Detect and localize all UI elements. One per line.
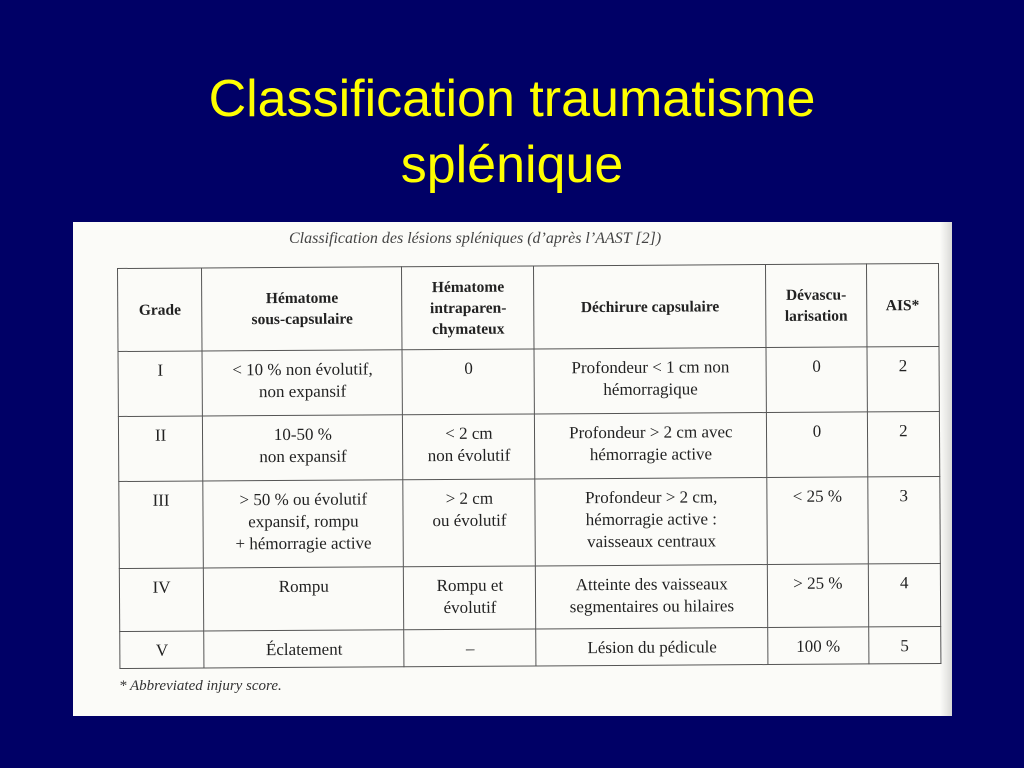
cell-line: évolutif — [443, 597, 497, 618]
cell-line: hémorragie active — [589, 444, 713, 465]
cell-ais: 2 — [867, 346, 940, 411]
slide-title-line-1: Classification traumatisme — [208, 70, 816, 128]
table-header-row — [118, 263, 939, 351]
cell-devascularization: 0 — [766, 347, 867, 413]
table-row — [118, 411, 939, 481]
header-intraparenchymal-hematoma — [402, 266, 534, 350]
cell-devascularization: 0 — [767, 412, 868, 478]
cell-intraparenchymal — [403, 479, 535, 567]
header-ais — [866, 263, 939, 346]
header-devascularization — [766, 264, 867, 348]
scanned-table-image — [73, 222, 952, 716]
slide-title — [0, 66, 1024, 198]
cell-line: non évolutif — [427, 445, 511, 466]
cell-line: Éclatement — [265, 639, 343, 660]
cell-subcapsular — [202, 350, 403, 416]
header-grade-label: Grade — [138, 301, 182, 319]
cell-subcapsular — [203, 480, 404, 568]
cell-grade: V — [120, 631, 204, 669]
cell-devascularization: 100 % — [768, 627, 869, 665]
table-row — [119, 476, 941, 568]
header-line: Dévascu- — [785, 286, 847, 304]
cell-line: expansif, rompu — [248, 511, 359, 532]
cell-line: – — [465, 638, 475, 658]
header-line: intraparen- — [429, 299, 507, 317]
header-grade — [118, 268, 203, 352]
header-line: larisation — [784, 307, 848, 325]
cell-line: non expansif — [258, 381, 347, 402]
cell-laceration — [534, 348, 766, 414]
cell-line: hémorragie active : — [585, 509, 718, 530]
header-line: sous-capsulaire — [251, 310, 353, 329]
header-line: chymateux — [432, 320, 505, 338]
header-line: Déchirure capsulaire — [580, 297, 720, 316]
cell-devascularization: < 25 % — [767, 477, 868, 565]
cell-line: ou évolutif — [432, 510, 507, 531]
cell-intraparenchymal — [403, 414, 535, 480]
cell-line: < 2 cm — [445, 423, 493, 443]
cell-ais: 5 — [868, 626, 941, 663]
cell-ais: 3 — [867, 476, 940, 563]
cell-line: Atteinte des vaisseaux — [575, 574, 728, 595]
cell-line: Rompu — [278, 576, 329, 597]
cell-line: < 10 % non évolutif, — [232, 359, 373, 380]
cell-line: Lésion du pédicule — [587, 637, 717, 658]
table-row — [119, 563, 940, 631]
header-line: Hématome — [431, 278, 505, 296]
cell-laceration — [535, 478, 767, 566]
table-row — [120, 626, 941, 668]
header-subcapsular-hematoma — [202, 267, 403, 351]
table-footnote: * Abbreviated injury score. — [119, 678, 282, 694]
cell-line: 10-50 % — [273, 424, 332, 445]
cell-line: Profondeur > 2 cm avec — [569, 422, 733, 443]
cell-devascularization: > 25 % — [768, 564, 869, 628]
table-caption: Classification des lésions spléniques (d’après l’AAST [2]) — [289, 230, 662, 247]
cell-line: non expansif — [259, 446, 347, 467]
cell-grade: II — [118, 416, 203, 482]
cell-subcapsular — [203, 415, 404, 481]
header-line: Hématome — [265, 289, 339, 308]
cell-laceration — [536, 628, 768, 666]
cell-grade: III — [119, 481, 204, 569]
cell-grade: IV — [119, 568, 204, 632]
cell-intraparenchymal — [404, 629, 536, 667]
page-edge-shadow — [940, 222, 952, 716]
cell-ais: 4 — [868, 563, 941, 626]
cell-line: > 50 % ou évolutif — [239, 489, 368, 510]
cell-line: segmentaires ou hilaires — [569, 596, 735, 617]
cell-line: Profondeur < 1 cm non — [571, 357, 730, 378]
cell-laceration — [536, 565, 768, 629]
cell-line: Profondeur > 2 cm, — [584, 487, 718, 508]
slide-title-line-2: splénique — [400, 136, 624, 194]
header-line: AIS* — [885, 296, 920, 314]
cell-laceration — [535, 413, 767, 479]
splenic-injury-table — [117, 263, 941, 669]
cell-intraparenchymal — [402, 349, 534, 415]
cell-line: + hémorragie active — [235, 533, 372, 554]
cell-grade: I — [118, 351, 203, 417]
cell-line: vaisseaux centraux — [586, 531, 716, 552]
cell-line: Rompu et — [436, 575, 504, 596]
cell-subcapsular — [204, 567, 405, 631]
table-row — [118, 346, 939, 416]
cell-subcapsular — [204, 630, 404, 668]
cell-ais: 2 — [867, 411, 940, 476]
cell-line: > 2 cm — [445, 488, 494, 508]
cell-intraparenchymal — [404, 566, 536, 630]
cell-line: 0 — [464, 358, 473, 378]
header-capsular-laceration — [534, 265, 766, 349]
cell-line: hémorragique — [603, 379, 698, 400]
